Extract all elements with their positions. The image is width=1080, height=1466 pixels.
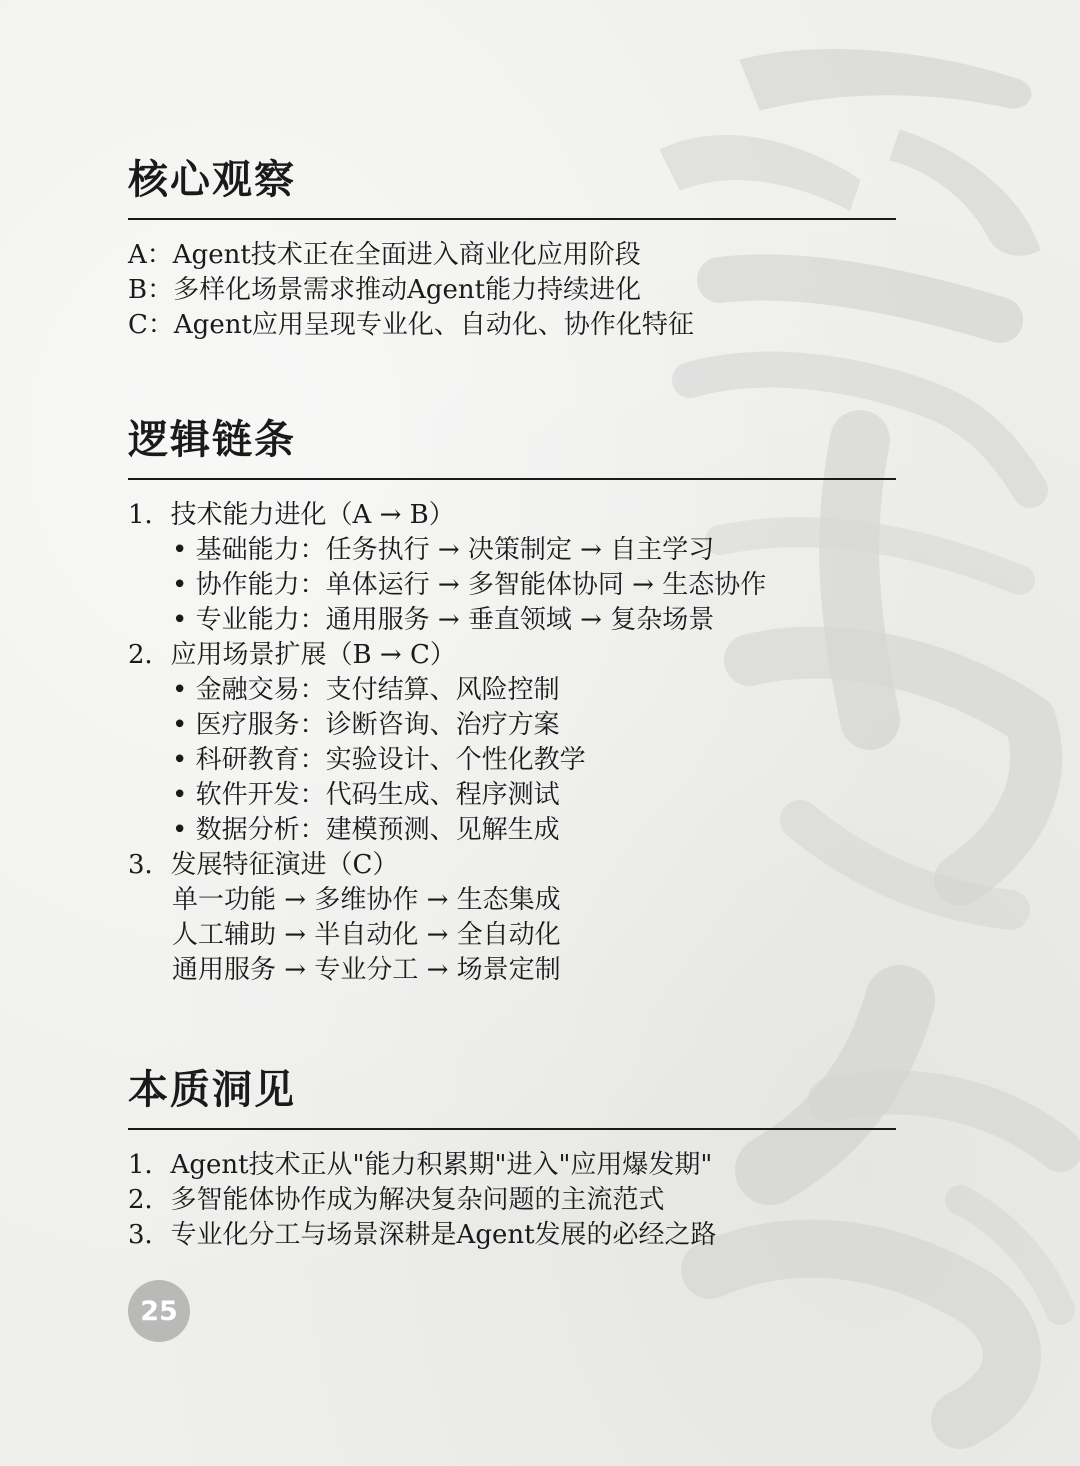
insight-item: 2．多智能体协作成为解决复杂问题的主流范式 [128, 1185, 665, 1215]
observation-item: C：Agent应用呈现专业化、自动化、协作化特征 [128, 310, 694, 340]
section-heading: 逻辑链条 [128, 416, 896, 480]
logic-bullet: • 医疗服务：诊断咨询、治疗方案 [172, 710, 560, 740]
section-heading: 本质洞见 [128, 1066, 896, 1130]
logic-bullet: • 数据分析：建模预测、见解生成 [172, 815, 560, 845]
page-number-badge: 25 [128, 1280, 190, 1342]
section-heading: 核心观察 [128, 156, 896, 220]
logic-bullet: • 科研教育：实验设计、个性化教学 [172, 745, 586, 775]
logic-evolution-line: 单一功能 → 多维协作 → 生态集成 [172, 885, 561, 915]
insight-item: 3．专业化分工与场景深耕是Agent发展的必经之路 [128, 1220, 717, 1250]
logic-bullet: • 专业能力：通用服务 → 垂直领域 → 复杂场景 [172, 605, 715, 635]
logic-item-heading: 1．技术能力进化（A → B） [128, 500, 455, 530]
logic-evolution-line: 通用服务 → 专业分工 → 场景定制 [172, 955, 561, 985]
section-logic-chain [128, 416, 896, 988]
logic-bullet: • 协作能力：单体运行 → 多智能体协同 → 生态协作 [172, 570, 767, 600]
observation-list [128, 238, 896, 343]
logic-evolution-line: 人工辅助 → 半自动化 → 全自动化 [172, 920, 561, 950]
logic-list [128, 498, 896, 988]
logic-item-heading: 2．应用场景扩展（B → C） [128, 640, 456, 670]
section-core-observation [128, 156, 896, 343]
logic-bullet: • 金融交易：支付结算、风险控制 [172, 675, 560, 705]
logic-bullet: • 软件开发：代码生成、程序测试 [172, 780, 560, 810]
logic-item-heading: 3．发展特征演进（C） [128, 850, 399, 880]
insight-list [128, 1148, 896, 1253]
section-essential-insight [128, 1066, 896, 1253]
observation-item: B：多样化场景需求推动Agent能力持续进化 [128, 275, 642, 305]
logic-bullet: • 基础能力：任务执行 → 决策制定 → 自主学习 [172, 535, 715, 565]
insight-item: 1．Agent技术正从"能力积累期"进入"应用爆发期" [128, 1150, 713, 1180]
observation-item: A：Agent技术正在全面进入商业化应用阶段 [128, 240, 641, 270]
